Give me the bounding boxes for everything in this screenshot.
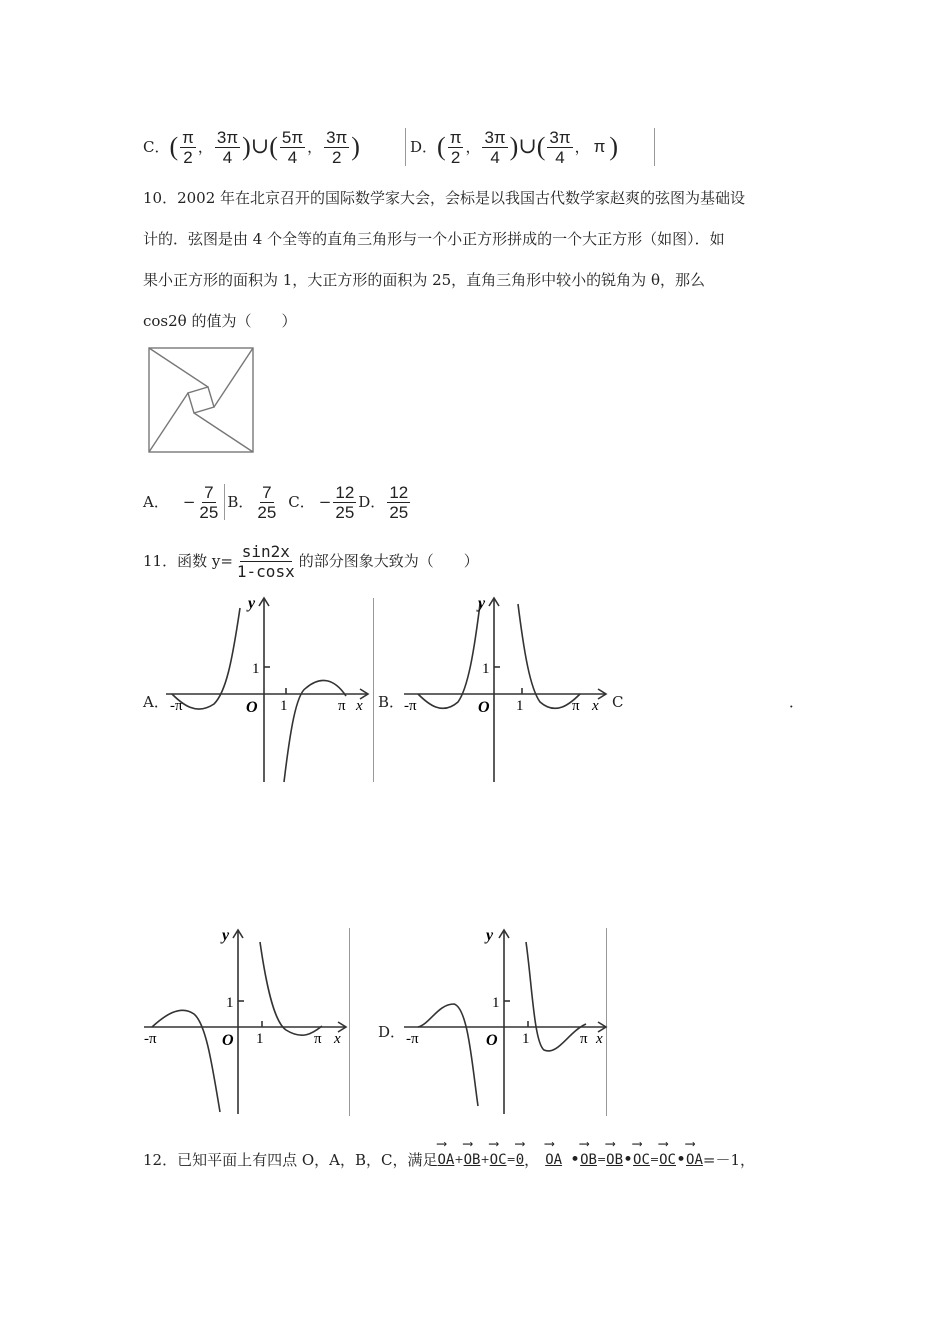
small-square: [188, 387, 214, 413]
fraction-7-over-25: $\frac{7}{25}$: [257, 482, 277, 522]
fraction-pi-over-2: $\frac{\pi}{2}$: [449, 127, 462, 167]
fraction-12-over-25: $\frac{12}{25}$: [389, 482, 409, 522]
label-pi: π: [572, 698, 580, 714]
curve-left: [152, 1010, 220, 1112]
triangle-edge: [149, 393, 188, 452]
vector-oa: ⟶ OA: [438, 1150, 455, 1170]
fraction-12-over-25: $\frac{12}{25}$: [335, 482, 355, 522]
equals-sign: =: [596, 1153, 607, 1166]
vector-ob: ⟶ OB: [464, 1150, 481, 1170]
curve-right: [260, 942, 322, 1035]
q10-line-4: cos2θ 的值为（ ）: [143, 312, 297, 330]
q12-stem: [143, 1150, 755, 1170]
q10-option-b-label: B．: [227, 493, 254, 511]
q11-option-c-label: C: [612, 693, 624, 711]
open-paren: (: [437, 132, 446, 161]
q9-option-d-label: D．: [410, 138, 438, 156]
q10-options: [143, 480, 412, 524]
q12-tail: =－1，: [702, 1151, 755, 1169]
fraction-3pi-over-2: $\frac{3\pi}{2}$: [326, 127, 348, 167]
graph-option-d: [398, 924, 610, 1120]
vector-oa: ⟶ OA: [545, 1150, 562, 1170]
divider: [224, 484, 225, 520]
q10-option-d-label: D．: [358, 493, 386, 511]
label-one: 1: [482, 661, 490, 677]
open-paren: (: [169, 132, 179, 161]
q11-option-d-label: D．: [378, 1023, 406, 1041]
divider: [373, 598, 374, 782]
vector-ob: ⟶ OB: [606, 1150, 623, 1170]
union-symbol: ∪: [250, 134, 270, 159]
close-paren: ): [242, 132, 251, 161]
q9-option-c: [143, 124, 360, 170]
x-label: x: [596, 1031, 603, 1047]
label-one-x: 1: [516, 698, 524, 714]
comma: ，: [574, 138, 590, 156]
equals-sign: =: [506, 1153, 516, 1166]
origin-label: O: [486, 1032, 498, 1049]
y-label: y: [248, 595, 256, 612]
fraction-pi-over-2: $\frac{\pi}{2}$: [182, 127, 194, 167]
dot-product-sign: •: [675, 1150, 687, 1170]
function-fraction: $\frac{\sin 2x}{1-\cos x}$: [236, 541, 295, 581]
pi-symbol: π: [593, 137, 606, 156]
x-label: x: [334, 1031, 341, 1047]
divider: [405, 128, 406, 166]
fraction-3pi-over-4: $\frac{3\pi}{4}$: [484, 127, 506, 167]
minus-sign: −: [182, 493, 196, 511]
graph-option-b: [398, 592, 610, 788]
label-neg-pi: -π: [406, 1031, 419, 1047]
label-one: 1: [492, 995, 500, 1011]
q11-stem: [143, 539, 479, 583]
label-pi: π: [338, 698, 346, 714]
comma: ，: [197, 138, 213, 156]
q10-option-a-label: A．: [143, 493, 169, 511]
vector-oc: ⟶ OC: [633, 1150, 650, 1170]
q10-option-c-label: C．: [288, 493, 315, 511]
y-label: y: [486, 927, 494, 944]
triangle-edge: [194, 413, 253, 452]
q11-prefix: 11．函数 y=: [143, 552, 233, 570]
vector-oc: ⟶ OC: [490, 1150, 507, 1170]
origin-label: O: [478, 699, 490, 716]
curve-right: [518, 604, 580, 708]
curve-left: [418, 1004, 478, 1106]
plus-sign: +: [480, 1153, 490, 1166]
large-square: [149, 348, 253, 452]
x-label: x: [356, 698, 363, 714]
y-label: y: [478, 595, 486, 612]
comma: ，: [465, 138, 481, 156]
label-one: 1: [252, 661, 260, 677]
comma: ，: [524, 1151, 540, 1169]
label-pi: π: [580, 1031, 588, 1047]
y-label: y: [222, 927, 230, 944]
vector-ob: ⟶ OB: [580, 1150, 597, 1170]
dot-product-sign: •: [623, 1150, 634, 1170]
trailing-dot: ．: [789, 693, 805, 711]
q11-option-a-label: A．: [143, 693, 169, 711]
label-neg-pi: -π: [144, 1031, 157, 1047]
origin-label: O: [246, 699, 258, 716]
close-paren: ): [609, 132, 619, 161]
comma: ，: [307, 138, 323, 156]
graph-option-a: [160, 592, 372, 788]
open-paren: (: [269, 132, 278, 161]
q11-suffix: 的部分图象大致为（ ）: [298, 552, 479, 570]
x-label: x: [592, 698, 599, 714]
divider: [654, 128, 655, 166]
label-neg-pi: -π: [170, 698, 183, 714]
q9-option-d: [410, 124, 618, 170]
union-symbol: ∪: [518, 134, 537, 159]
open-paren: (: [536, 132, 546, 161]
triangle-edge: [149, 348, 208, 387]
close-paren: ): [509, 132, 519, 161]
fraction-7-over-25: $\frac{7}{25}$: [199, 482, 219, 522]
label-neg-pi: -π: [404, 698, 417, 714]
fraction-5pi-over-4: $\frac{5\pi}{4}$: [281, 127, 304, 167]
q10-line-3: 果小正方形的面积为 1，大正方形的面积为 25，直角三角形中较小的锐角为 θ，那么: [143, 271, 705, 289]
q11-option-b-label: B．: [378, 693, 405, 711]
graph-option-c: [140, 924, 350, 1120]
fraction-3pi-over-4: $\frac{3\pi}{4}$: [216, 127, 239, 167]
fraction-3pi-over-4: $\frac{3\pi}{4}$: [549, 127, 571, 167]
minus-sign: −: [318, 493, 332, 511]
vector-oc: ⟶ OC: [659, 1150, 676, 1170]
equals-sign: =: [649, 1153, 660, 1166]
triangle-edge: [214, 348, 253, 407]
label-one-x: 1: [256, 1031, 264, 1047]
close-paren: ): [351, 132, 360, 161]
plus-sign: +: [454, 1153, 464, 1166]
vector-zero: ⟶ 0: [516, 1150, 524, 1170]
q10-line-1: 10．2002 年在北京召开的国际数学家大会，会标是以我国古代数学家赵爽的弦图为基础设: [143, 189, 746, 207]
curve-right: [526, 942, 586, 1051]
vector-oa: ⟶ OA: [686, 1150, 703, 1170]
label-pi: π: [314, 1031, 322, 1047]
q10-line-2: 计的．弦图是由 4 个全等的直角三角形与一个小正方形拼成的一个大正方形（如图）．如: [143, 230, 725, 248]
curve-left: [418, 604, 480, 708]
label-one-x: 1: [522, 1031, 530, 1047]
curve-right: [284, 680, 346, 782]
chord-diagram-figure: [146, 345, 256, 455]
origin-label: O: [222, 1032, 234, 1049]
q12-prefix: 12．已知平面上有四点 O，A，B，C，满足: [143, 1151, 438, 1169]
dot-product-sign: •: [570, 1150, 581, 1170]
label-one-x: 1: [280, 698, 288, 714]
label-one: 1: [226, 995, 234, 1011]
q9-option-c-label: C．: [143, 138, 170, 156]
